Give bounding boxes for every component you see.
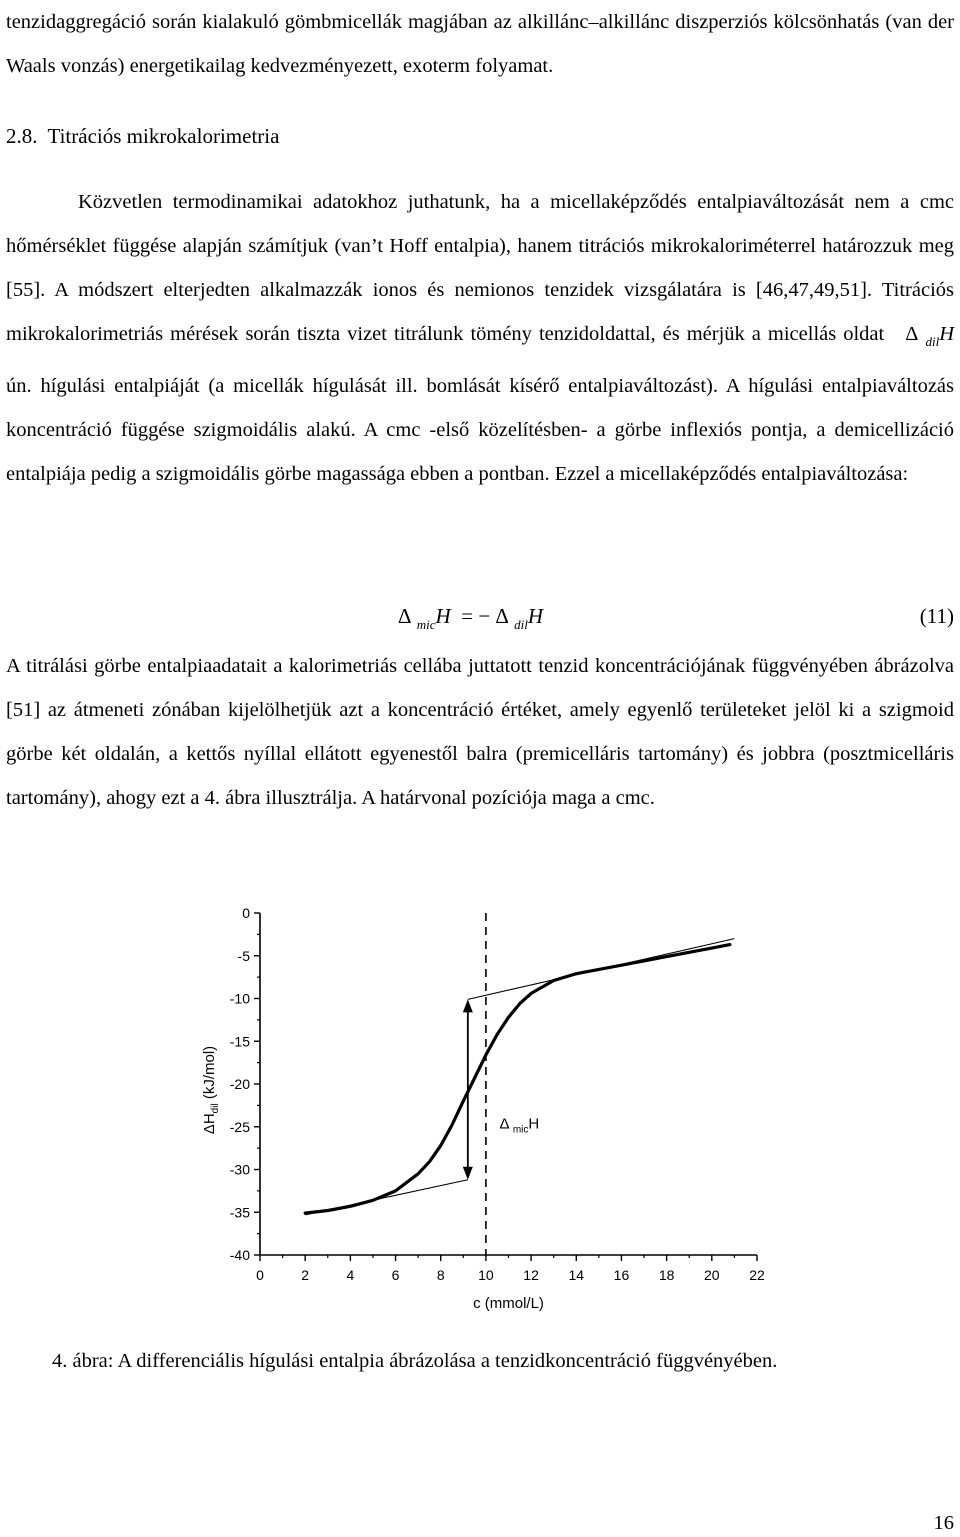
x-tick-label: 6	[391, 1267, 400, 1283]
x-tick-label: 4	[346, 1267, 355, 1283]
y-tick-label: -15	[229, 1033, 250, 1050]
eq-lhs-sub: mic	[416, 617, 436, 632]
eq-lhs-h: H	[435, 604, 451, 628]
dil-enthalpy-symbol	[905, 323, 955, 349]
section-number: 2.8.	[6, 124, 38, 148]
mic-enthalpy-annotation: Δ $_{mic}$H	[499, 1115, 540, 1136]
y-tick-label: 0	[242, 905, 250, 921]
delta-symbol: Δ	[905, 323, 919, 345]
page-number: 16	[933, 1512, 954, 1534]
x-tick-label: 18	[658, 1267, 675, 1283]
dil-subscript: dil	[925, 334, 940, 349]
y-tick-label: -5	[237, 947, 250, 964]
eq-lhs-delta: Δ	[398, 604, 412, 628]
paragraph-2: A titrálási görbe entalpiaadatait a kalorimetriás cellába juttatott tenzid koncentrációjának függvényében ábrázolva [51] az átmeneti zónában kijelölhetjük azt a koncentráció értéket, amely egyenlő területeket jelöl ki a szigmoid görbe két oldalán, a kettős nyíllal ellátott egyenestől balra (premicelláris tartomány) és jobbra (posztmicelláris tartomány), ahogy ezt a 4. ábra illusztrálja. A határvonal pozíciója maga a cmc.	[6, 655, 954, 809]
eq-equals: =	[461, 604, 474, 628]
y-axis-title: $\Delta H_{dil}$ (kJ/mol)	[201, 1045, 221, 1135]
x-tick-label: 20	[704, 1267, 720, 1283]
paragraph-1	[6, 180, 954, 496]
double-arrow-head-top	[463, 999, 473, 1012]
h-symbol: H	[939, 323, 955, 345]
x-tick-label: 14	[568, 1267, 585, 1283]
eq-minus: −	[478, 604, 491, 628]
figure-caption: 4. ábra: A differenciális hígulási entalpia ábrázolása a tenzidkoncentráció függvényében.	[52, 1350, 778, 1372]
x-tick-label: 22	[749, 1267, 765, 1283]
section-heading	[6, 116, 279, 156]
eq-rhs-h: H	[527, 604, 544, 628]
paragraph-1-text-b: ún. hígulási entalpiáját (a micellák hígulását ill. bomlását kísérő entalpiaváltozást). A hígulási entalpiaváltozás koncentráció függése szigmoidális alakú. A cmc -első közelítésben- a görbe inflexiós pontja, a demicellizáció entalpiája pedig a szigmoidális görbe magassága ebben a pontban. Ezzel a micellaképződés entalpiaváltozása:	[6, 375, 954, 485]
eq-rhs-delta: Δ	[495, 604, 509, 628]
chart-labels	[201, 905, 765, 1312]
x-tick-label: 16	[613, 1267, 630, 1283]
x-tick-label: 10	[478, 1267, 494, 1283]
y-tick-label: -10	[229, 990, 250, 1007]
eq-rhs-sub: dil	[514, 617, 528, 632]
y-tick-label: -20	[229, 1076, 250, 1092]
y-tick-label: -35	[229, 1204, 250, 1221]
double-arrow-head-bottom	[463, 1167, 473, 1180]
x-tick-label: 0	[256, 1267, 264, 1283]
x-axis-title: c (mmol/L)	[473, 1295, 544, 1312]
equation-11	[6, 598, 954, 642]
x-tick-label: 2	[301, 1267, 310, 1283]
y-tick-label: -40	[229, 1247, 250, 1263]
equation-number: (11)	[919, 604, 954, 628]
y-tick-label: -30	[229, 1161, 250, 1178]
section-title: Titrációs mikrokalorimetria	[47, 124, 280, 148]
top-paragraph: tenzidaggregáció során kialakuló gömbmicellák magjában az alkillánc–alkillánc diszperziós kölcsönhatás (van der Waals vonzás) energetikailag kedvezményezett, exoterm folyamat.	[6, 11, 954, 77]
x-tick-label: 12	[523, 1267, 539, 1283]
chart-marks	[305, 913, 734, 1255]
sigmoid-curve	[305, 945, 730, 1214]
equation-body	[398, 604, 543, 633]
enthalpy-chart	[0, 890, 960, 1330]
y-tick-label: -25	[229, 1118, 250, 1135]
paragraph-1-text-a: Közvetlen termodinamikai adatokhoz juthatunk, ha a micellaképződés entalpiaváltozását nem a cmc hőmérséklet függése alapján számítjuk (van’t Hoff entalpia), hanem titrációs mikrokaloriméterrel határozzuk meg [55]. A módszert elterjedten alkalmazzák ionos és nemionos tenzidek vizsgálatára is [46,47,49,51]. Titrációs mikrokalorimetriás mérések során tiszta vizet titrálunk tömény tenzidoldattal, és mérjük a micellás oldat	[6, 191, 954, 345]
x-tick-label: 8	[436, 1267, 445, 1283]
